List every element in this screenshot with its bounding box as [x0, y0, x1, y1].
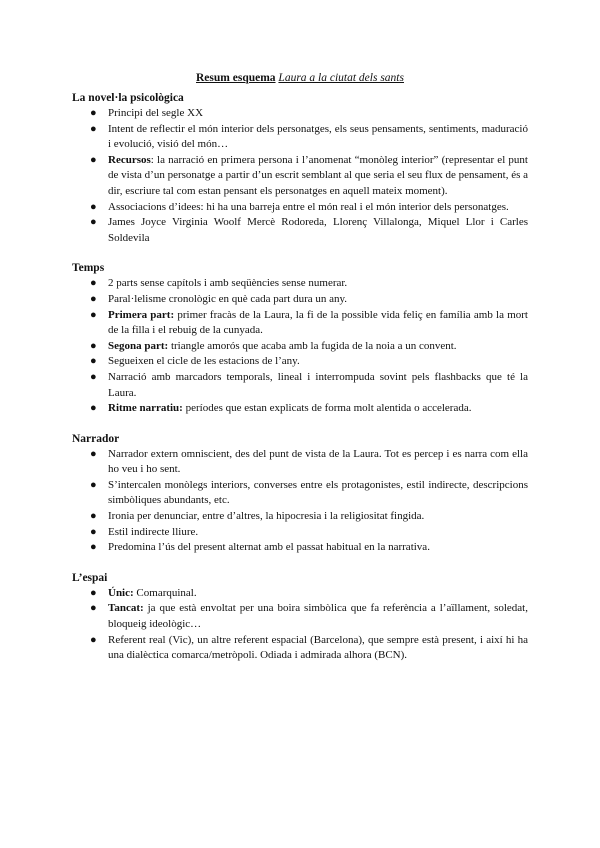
- bullet-list: [72, 586, 528, 664]
- item-text: Principi del segle XX: [108, 107, 204, 119]
- bullet-list: [72, 447, 528, 556]
- section-heading: L’espai: [72, 571, 108, 584]
- item-text: S’intercalen monòlegs interiors, converses entre els protagonistes, estil indirecte, descripcions simbòliques abundants, etc.: [108, 478, 528, 507]
- list-item: [72, 200, 528, 216]
- list-item: [72, 370, 528, 401]
- item-bold-label: Recursos: [108, 153, 151, 166]
- item-bold-label: Primera part:: [108, 308, 175, 321]
- bullet-icon: ●: [90, 447, 97, 460]
- bullet-icon: ●: [90, 370, 97, 383]
- item-bold-label: Únic:: [108, 586, 134, 599]
- list-item: [72, 447, 528, 478]
- item-text: Comarquinal.: [133, 586, 197, 599]
- bullet-icon: ●: [90, 478, 97, 491]
- section-heading: La novel·la psicològica: [72, 92, 184, 104]
- bullet-icon: ●: [90, 153, 97, 166]
- item-text: : la narració en primera persona i l’anomenat “monòleg interior” (representar el punt de vista d’un personatge a partir d’un escrit semblant al que seria el seu flux de pensament, és a dir, escriure tal com estan pensant els personatges en aquell mateix moment).: [108, 153, 528, 197]
- title-work: Laura a la ciutat dels sants: [278, 72, 404, 84]
- list-item: [72, 540, 528, 556]
- bullet-icon: ●: [90, 510, 97, 523]
- item-text: Segueixen el cicle de les estacions de l’any.: [108, 355, 300, 368]
- section: [72, 260, 528, 416]
- list-item: [72, 106, 528, 122]
- item-text: Narració amb marcadors temporals, lineal i interrompuda sovint pels flashbacks que té la Laura.: [108, 370, 528, 399]
- item-text: Predomina l’ús del present alternat amb el passat habitual en la narrativa.: [108, 541, 430, 554]
- item-bold-label: Ritme narratiu:: [108, 402, 183, 415]
- bullet-icon: ●: [90, 216, 97, 229]
- item-text: Associacions d’idees: hi ha una barreja entre el món real i el món interior dels personatges.: [108, 200, 509, 213]
- bullet-icon: ●: [90, 107, 97, 119]
- item-text: triangle amorós que acaba amb la fugida de la noia a un convent.: [168, 339, 457, 352]
- list-item: [72, 601, 528, 632]
- item-text: Referent real (Vic), un altre referent espacial (Barcelona), que sempre està present, i així hi ha una dialèctica comarca/metròpoli. Odiada i admirada alhora (BCN).: [108, 633, 528, 662]
- item-text: ja que està envoltat per una boira simbòlica que fa referència a l’aïllament, soledat, bloqueig ideològic…: [108, 602, 528, 631]
- list-item: [72, 276, 528, 292]
- bullet-icon: ●: [90, 633, 97, 646]
- item-text: James Joyce Virginia Woolf Mercè Rodoreda, Llorenç Villalonga, Miquel Llor i Carles Soldevila: [108, 216, 528, 244]
- section: [72, 431, 528, 556]
- list-item: [72, 586, 528, 602]
- list-item: [72, 153, 528, 200]
- item-text: Paral·lelisme cronològic en què cada part dura un any.: [108, 292, 348, 305]
- title-prefix: Resum esquema: [196, 72, 276, 84]
- item-text: Estil indirecte lliure.: [108, 525, 199, 538]
- bullet-icon: ●: [90, 339, 97, 352]
- list-item: [72, 509, 528, 525]
- section-gap: [72, 556, 528, 570]
- list-item: [72, 308, 528, 339]
- list-item: [72, 525, 528, 541]
- item-bold-label: Tancat:: [108, 602, 144, 615]
- bullet-icon: ●: [90, 200, 97, 213]
- item-bold-label: Segona part:: [108, 339, 169, 352]
- bullet-icon: ●: [90, 292, 97, 305]
- item-text: períodes que estan explicats de forma molt alentida o accelerada.: [182, 402, 472, 415]
- item-text: primer fracàs de la Laura, la fi de la possible vida feliç en família amb la mort de la filla i el rebuig de la cunyada.: [108, 308, 528, 337]
- document-title: [72, 70, 528, 86]
- list-item: [72, 292, 528, 308]
- section-heading: Temps: [72, 262, 105, 275]
- bullet-list: [72, 276, 528, 416]
- bullet-icon: ●: [90, 586, 97, 599]
- section-gap: [72, 417, 528, 431]
- bullet-icon: ●: [90, 308, 97, 321]
- list-item: [72, 122, 528, 153]
- document-page: [72, 70, 528, 664]
- sections-container: [72, 90, 528, 664]
- bullet-icon: ●: [90, 602, 97, 615]
- section-gap: [72, 246, 528, 260]
- list-item: [72, 633, 528, 664]
- item-text: 2 parts sense capítols i amb seqüències sense numerar.: [108, 277, 348, 290]
- list-item: [72, 354, 528, 370]
- list-item: [72, 401, 528, 417]
- bullet-icon: ●: [90, 355, 97, 368]
- list-item: [72, 215, 528, 246]
- section: [72, 90, 528, 246]
- bullet-list: [72, 106, 528, 246]
- bullet-icon: ●: [90, 277, 97, 290]
- list-item: [72, 478, 528, 509]
- bullet-icon: ●: [90, 525, 97, 538]
- bullet-icon: ●: [90, 402, 97, 415]
- section: [72, 570, 528, 664]
- list-item: [72, 339, 528, 355]
- item-text: Intent de reflectir el món interior dels personatges, els seus pensaments, sentiments, maduració i evolució, visió del món…: [108, 122, 528, 151]
- item-text: Ironia per denunciar, entre d’altres, la hipocresia i la religiositat fingida.: [108, 510, 425, 523]
- section-heading: Narrador: [72, 432, 120, 445]
- bullet-icon: ●: [90, 122, 97, 135]
- bullet-icon: ●: [90, 541, 97, 554]
- item-text: Narrador extern omniscient, des del punt de vista de la Laura. Tot es percep i es narra com ella ho veu i ho sent.: [108, 447, 528, 476]
